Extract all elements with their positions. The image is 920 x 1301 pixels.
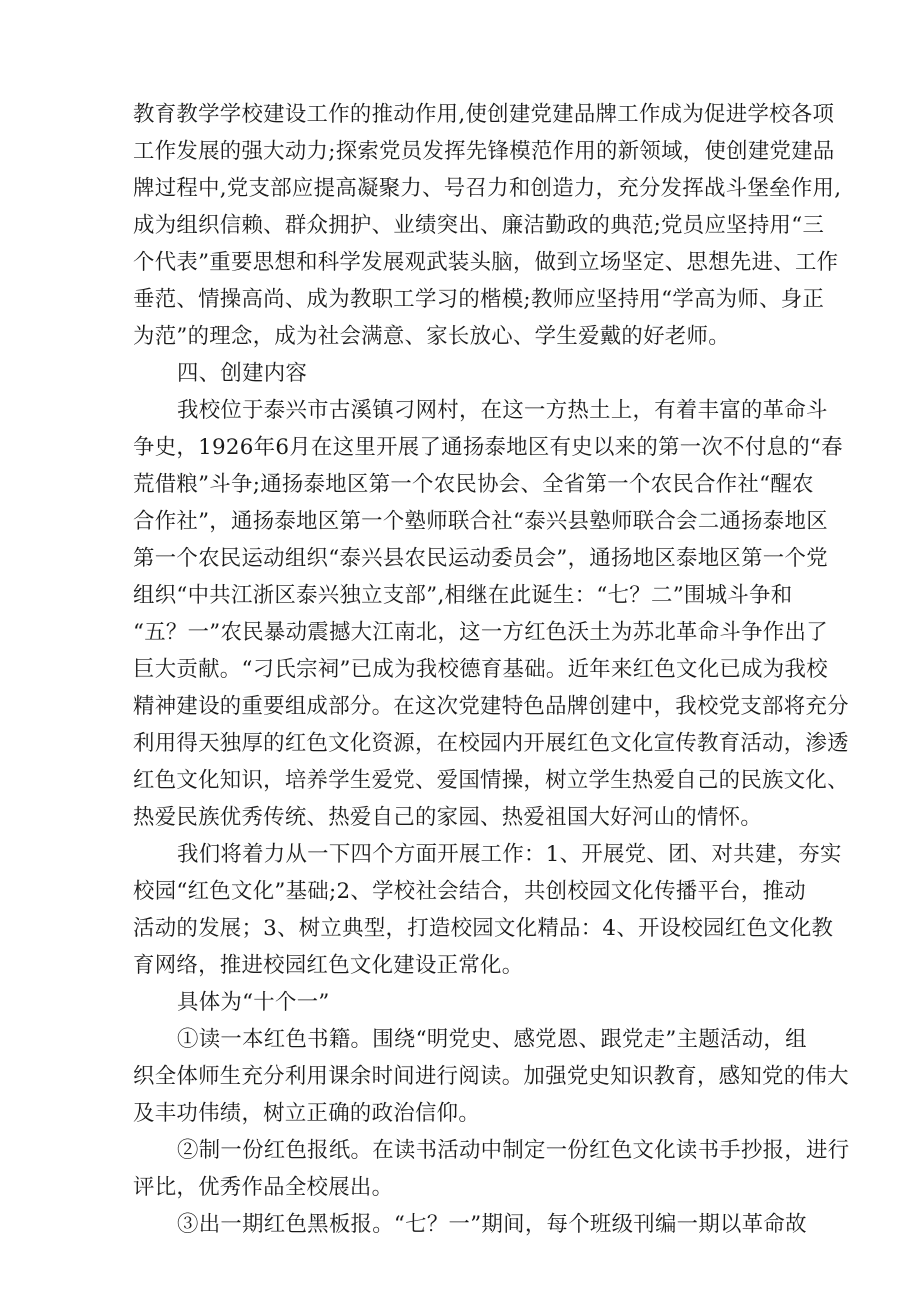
text-line: 活动的发展；3、树立典型，打造校园文化精品：4、开设校园红色文化教 [133, 916, 834, 941]
text-line: 组织“中共江浙区泰兴独立支部”,相继在此诞生：“七？二”围城斗争和 [133, 583, 793, 608]
text-line: 我校位于泰兴市古溪镇刁网村，在这一方热土上，有着丰富的革命斗 [177, 398, 828, 423]
text-line: 精神建设的重要组成部分。在这次党建特色品牌创建中，我校党支部将充分 [133, 694, 849, 719]
text-line: 教育教学学校建设工作的推动作用,使创建党建品牌工作成为促进学校各项 [133, 102, 835, 127]
text-line: 评比，优秀作品全校展出。 [133, 1175, 394, 1200]
text-line: 红色文化知识，培养学生爱党、爱国情操，树立学生热爱自己的民族文化、 [133, 768, 849, 793]
text-line: ③出一期红色黑板报。“七？一”期间，每个班级刊编一期以革命故 [177, 1212, 807, 1237]
text-line: 育网络，推进校园红色文化建设正常化。 [133, 953, 524, 978]
text-line: 具体为“十个一” [177, 990, 330, 1015]
text-line: 第一个农民运动组织“泰兴县农民运动委员会”，通扬地区泰地区第一个党 [133, 546, 828, 571]
text-line: 荒借粮”斗争;通扬泰地区第一个农民协会、全省第一个农民合作社“醒农 [133, 472, 814, 497]
text-line: 织全体师生充分利用课余时间进行阅读。加强党史知识教育，感知党的伟大 [133, 1064, 849, 1089]
text-line: 热爱民族优秀传统、热爱自己的家园、热爱祖国大好河山的情怀。 [133, 805, 763, 830]
text-line: 为范”的理念，成为社会满意、家长放心、学生爱戴的好老师。 [133, 324, 730, 349]
text-line: “五？一”农民暴动震撼大江南北，这一方红色沃土为苏北革命斗争作出了 [133, 620, 828, 645]
text-line: 垂范、情操高尚、成为教职工学习的楷模;教师应坚持用“学高为师、身正 [133, 287, 825, 312]
document-page [133, 96, 850, 1243]
text-line: 牌过程中,党支部应提高凝聚力、号召力和创造力，充分发挥战斗堡垒作用, [133, 176, 842, 201]
text-line: 巨大贡献。“刁氏宗祠”已成为我校德育基础。近年来红色文化已成为我校 [133, 657, 828, 682]
text-line: ②制一份红色报纸。在读书活动中制定一份红色文化读书手抄报，进行 [177, 1138, 850, 1163]
text-line: ①读一本红色书籍。围绕“明党史、感党恩、跟党走”主题活动，组 [177, 1027, 807, 1052]
text-line: 合作社”，通扬泰地区第一个塾师联合社“泰兴县塾师联合会二通扬泰地区 [133, 509, 828, 534]
text-line: 及丰功伟绩，树立正确的政治信仰。 [133, 1101, 481, 1126]
text-line: 利用得天独厚的红色文化资源，在校园内开展红色文化宣传教育活动，渗透 [133, 731, 849, 756]
text-line: 四、创建内容 [177, 361, 308, 386]
text-line: 成为组织信赖、群众拥护、业绩突出、廉洁勤政的典范;党员应坚持用“三 [133, 213, 825, 238]
text-line: 争史，1926年6月在这里开展了通扬泰地区有史以来的第一次不付息的“春 [133, 435, 843, 460]
text-line: 我们将着力从一下四个方面开展工作：1、开展党、团、对共建，夯实 [177, 842, 842, 867]
text-line: 校园“红色文化”基础;2、学校社会结合，共创校园文化传播平台，推动 [133, 879, 806, 904]
text-line: 个代表”重要思想和科学发展观武装头脑，做到立场坚定、思想先进、工作 [133, 250, 839, 275]
text-line: 工作发展的强大动力;探索党员发挥先锋模范作用的新领域，使创建党建品 [133, 139, 835, 164]
